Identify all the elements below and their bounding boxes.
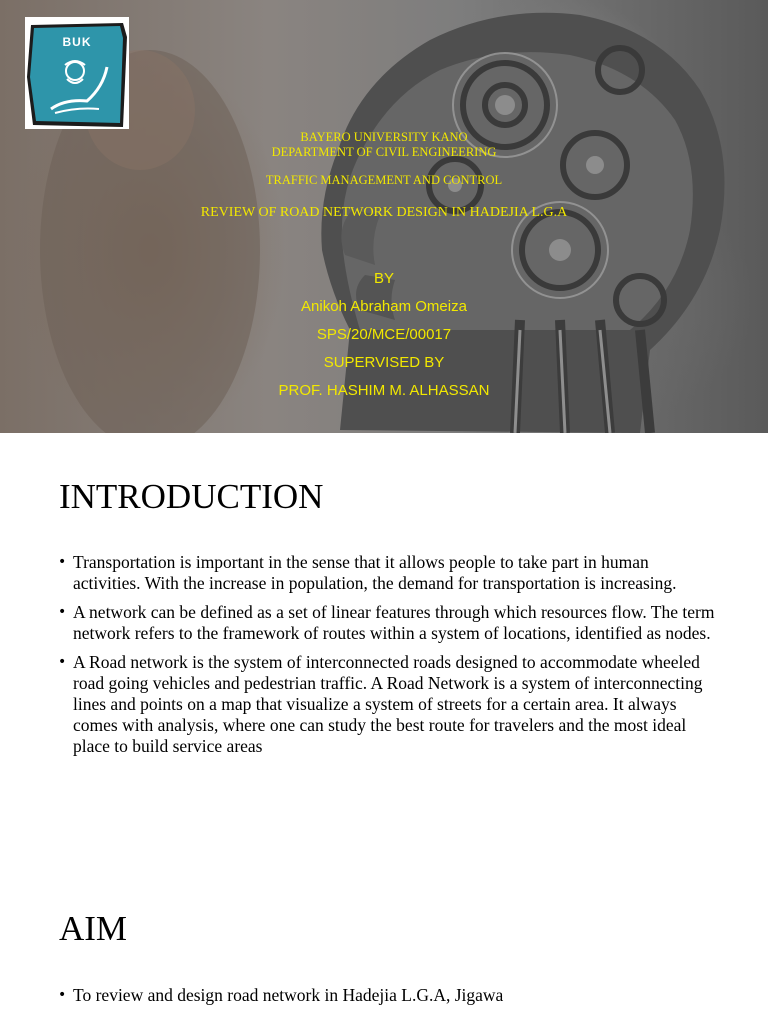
title-slide [0,0,768,433]
bullet-text: Transportation is important in the sense that it allows people to take part in human activities. With the increase in population, the demand for transportation is increasing. [73,552,677,593]
introduction-heading: INTRODUCTION [59,477,324,516]
bullet-icon: • [58,604,67,620]
university-name: BAYERO UNIVERSITY KANO [300,130,468,144]
by-label: BY [373,270,394,287]
list-item [58,652,718,757]
bullet-icon: • [58,654,67,670]
university-logo [25,17,129,129]
bullet-icon: • [58,554,67,570]
list-item [58,985,718,1006]
registration-number: SPS/20/MCE/00017 [316,326,452,343]
shield-icon [25,17,129,129]
list-item [58,602,718,644]
department-name: DEPARTMENT OF CIVIL ENGINEERING [271,145,497,159]
bullet-text: A network can be defined as a set of linear features through which resources flow. The term network refers to the framework of routes within a system of locations, identified as nodes. [73,602,715,643]
bullet-text: A Road network is the system of interconnected roads designed to accommodate wheeled road going vehicles and pedestrian traffic. A Road Network is a system of interconnecting lines and points on a map that visualize a system of streets for a certain area. It always comes with analysis, where one can study the best route for travelers and the most ideal place to build service areas [73,652,703,756]
logo-text: BUK [62,35,92,49]
introduction-slide [0,433,768,1024]
bullet-text: To review and design road network in Hadejia L.G.A, Jigawa [73,985,504,1005]
aim-list [58,985,718,1014]
course-name: TRAFFIC MANAGEMENT AND CONTROL [265,173,503,187]
introduction-list [58,552,718,765]
list-item [58,552,718,594]
supervisor-name: PROF. HASHIM M. ALHASSAN [278,382,490,399]
aim-heading: AIM [59,909,128,948]
bullet-icon: • [58,987,67,1003]
author-name: Anikoh Abraham Omeiza [301,298,467,315]
supervised-label: SUPERVISED BY [323,354,445,371]
project-title: REVIEW OF ROAD NETWORK DESIGN IN HADEJIA L.G.A [200,205,568,220]
